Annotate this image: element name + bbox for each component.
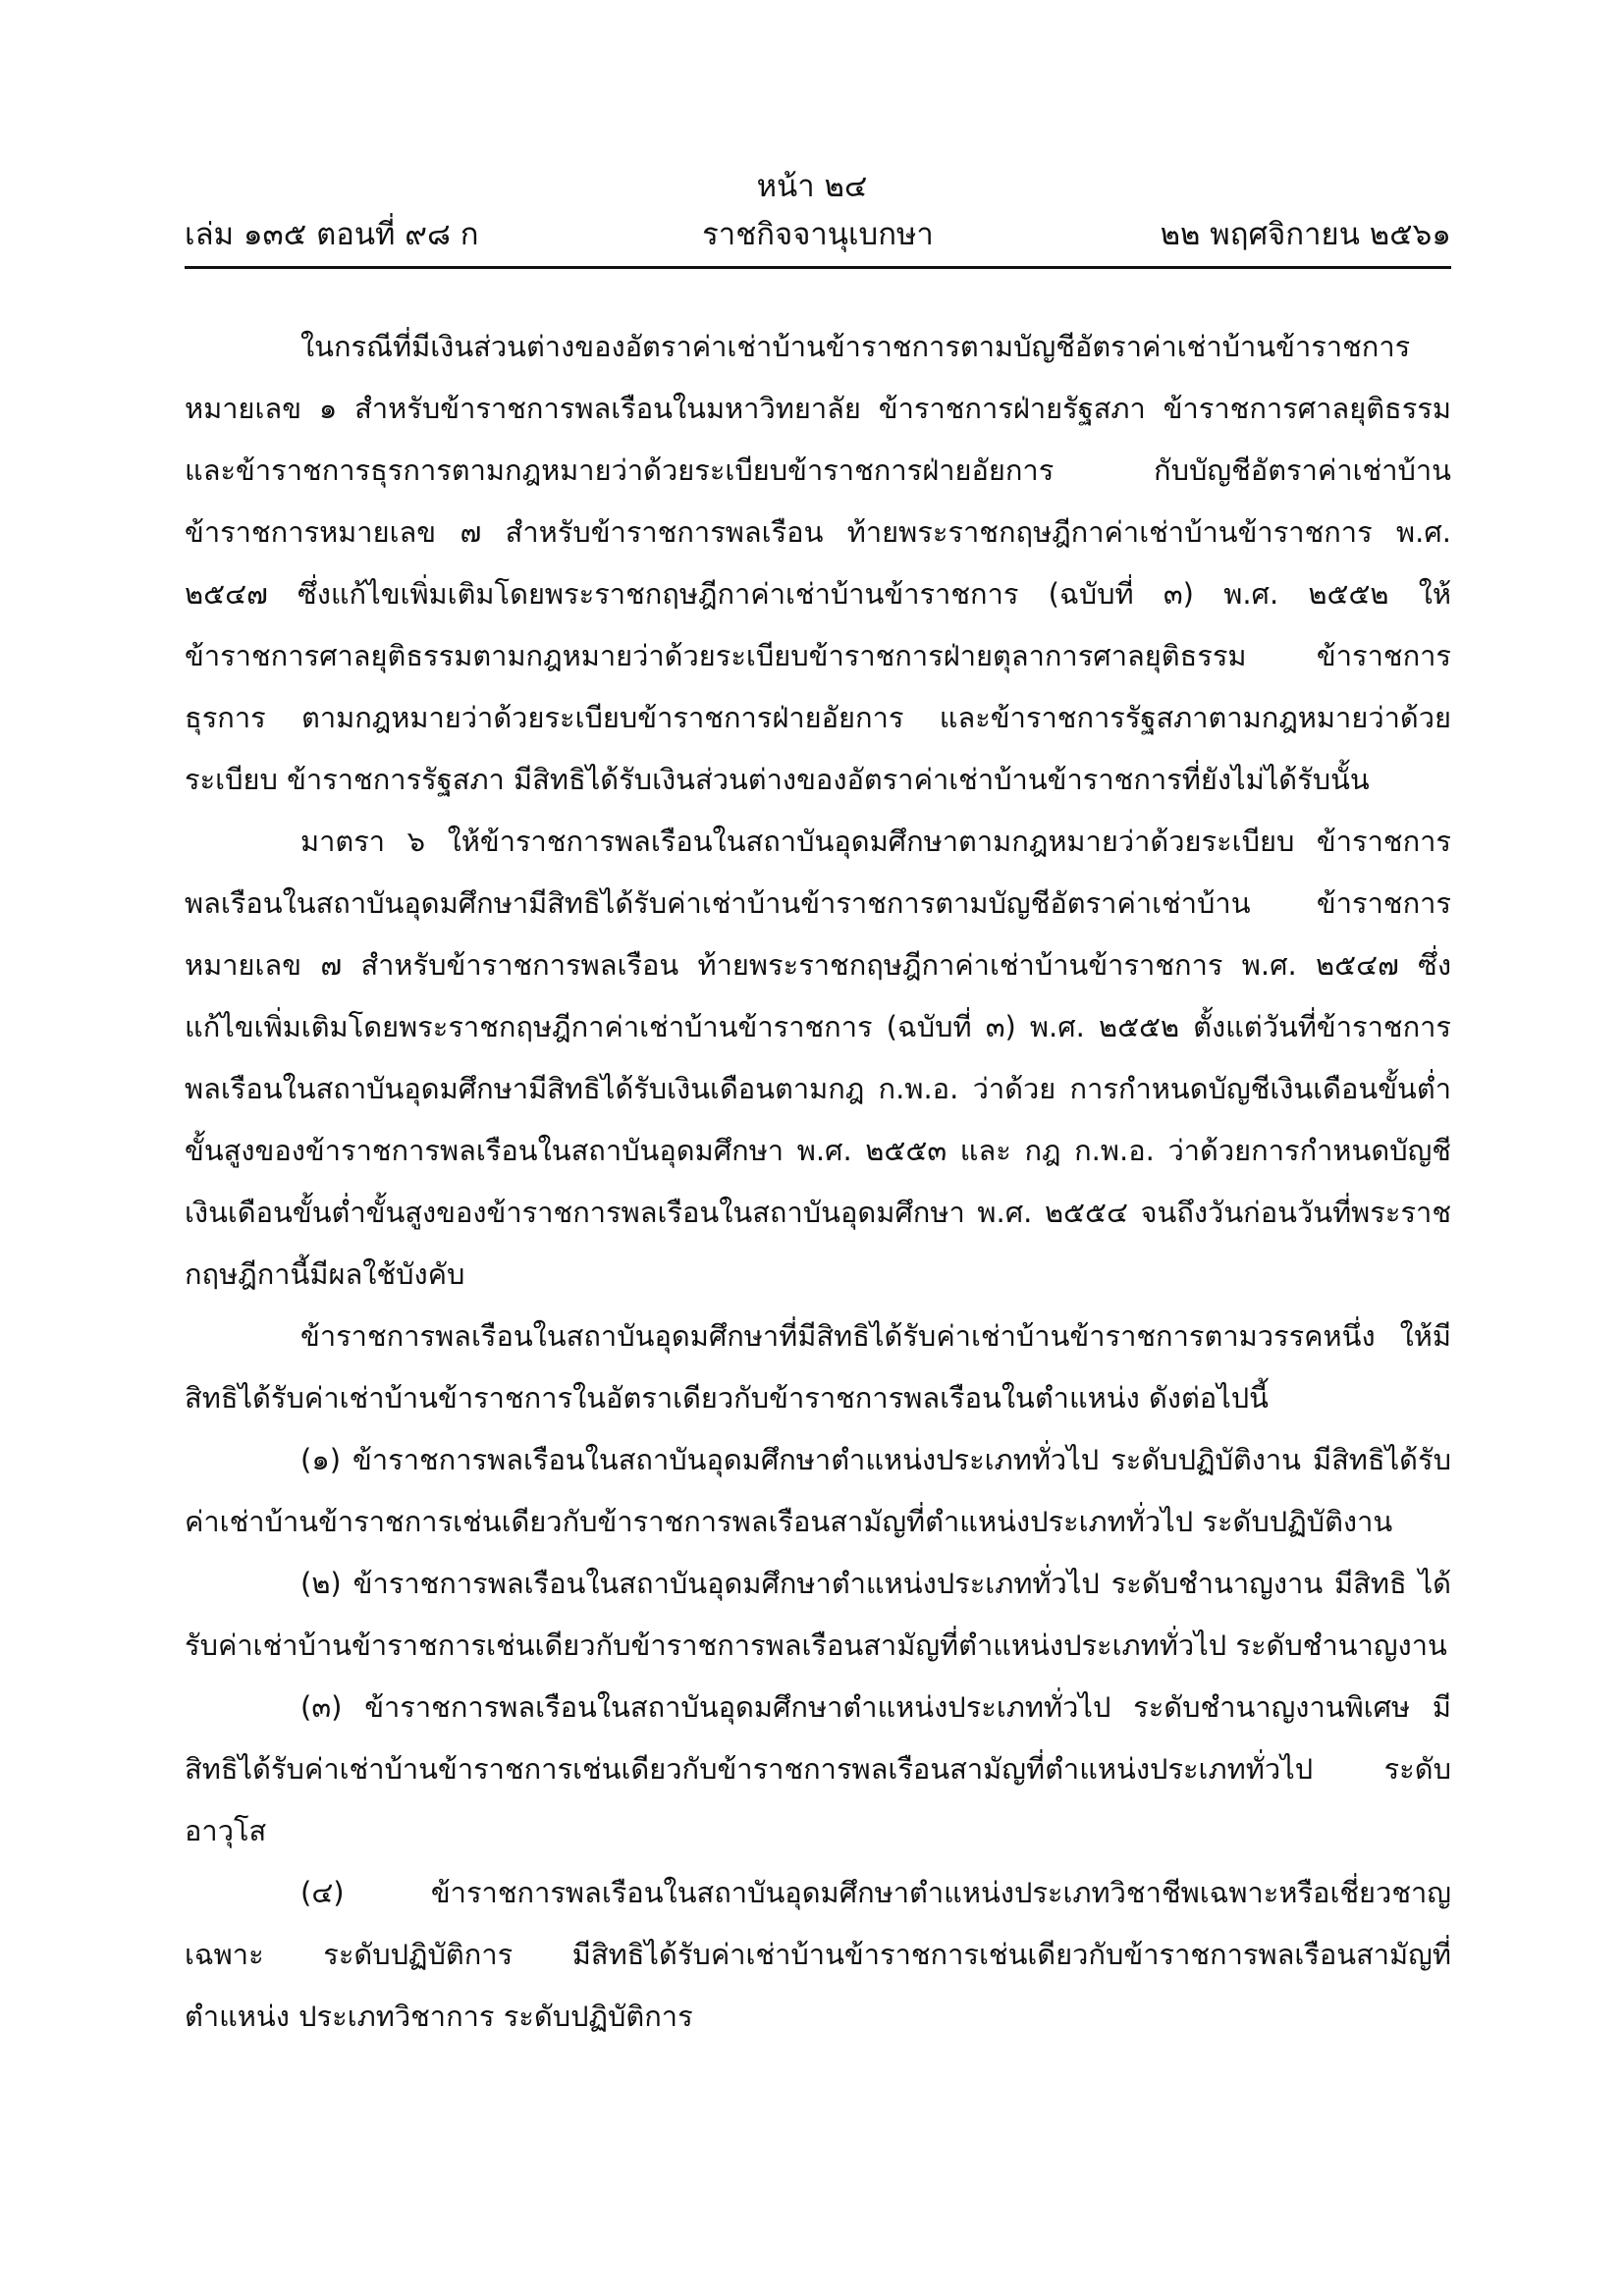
paragraph-section-6: มาตรา ๖ ให้ข้าราชการพลเรือนในสถาบันอุดมศึกษาตามกฎหมายว่าด้วยระเบียบ ข้าราชการพลเรือนในสถาบันอุดมศึกษามีสิทธิได้รับค่าเช่าบ้านข้าราชการตามบัญชีอัตราค่าเช่าบ้าน ข้าราชการหมายเลข ๗ สำหรับข้าราชการพลเรือน ท้ายพระราชกฤษฎีกาค่าเช่าบ้านข้าราชการ พ.ศ. ๒๕๔๗ ซึ่งแก้ไขเพิ่มเติมโดยพระราชกฤษฎีกาค่าเช่าบ้านข้าราชการ (ฉบับที่ ๓) พ.ศ. ๒๕๕๒ ตั้งแต่วันที่ข้าราชการพลเรือนในสถาบันอุดมศึกษามีสิทธิได้รับเงินเดือนตามกฎ ก.พ.อ. ว่าด้วย การกำหนดบัญชีเงินเดือนขั้นต่ำขั้นสูงของข้าราชการพลเรือนในสถาบันอุดมศึกษา พ.ศ. ๒๕๕๓ และ กฎ ก.พ.อ. ว่าด้วยการกำหนดบัญชีเงินเดือนขั้นต่ำขั้นสูงของข้าราชการพลเรือนในสถาบันอุดมศึกษา พ.ศ. ๒๕๕๔ จนถึงวันก่อนวันที่พระราชกฤษฎีกานี้มีผลใช้บังคับ xyxy=(185,825,1451,1291)
header-divider xyxy=(185,266,1451,269)
publication-title: ราชกิจจานุเบกษา xyxy=(702,217,934,252)
list-item-1: (๑) ข้าราชการพลเรือนในสถาบันอุดมศึกษาตำแหน่งประเภททั่วไป ระดับปฏิบัติงาน มีสิทธิได้รับ ค่าเช่าบ้านข้าราชการเช่นเดียวกับข้าราชการพลเรือนสามัญที่ตำแหน่งประเภททั่วไป ระดับปฏิบัติงาน xyxy=(185,1443,1451,1538)
list-item-3: (๓) ข้าราชการพลเรือนในสถาบันอุดมศึกษาตำแหน่งประเภททั่วไป ระดับชำนาญงานพิเศษ มีสิทธิได้รับค่าเช่าบ้านข้าราชการเช่นเดียวกับข้าราชการพลเรือนสามัญที่ตำแหน่งประเภททั่วไป ระดับอาวุโส xyxy=(185,1690,1451,1847)
page-number: หน้า ๒๔ xyxy=(756,169,868,204)
list-item-2: (๒) ข้าราชการพลเรือนในสถาบันอุดมศึกษาตำแหน่งประเภททั่วไป ระดับชำนาญงาน มีสิทธิ ได้รับค่าเช่าบ้านข้าราชการเช่นเดียวกับข้าราชการพลเรือนสามัญที่ตำแหน่งประเภททั่วไป ระดับชำนาญงาน xyxy=(185,1567,1451,1662)
gazette-header xyxy=(185,214,1451,255)
document-body xyxy=(185,316,1451,2048)
publication-date: ๒๒ พฤศจิกายน ๒๕๖๑ xyxy=(1160,217,1451,252)
volume-issue: เล่ม ๑๓๕ ตอนที่ ๙๘ ก xyxy=(185,217,479,252)
list-item-4: (๔) ข้าราชการพลเรือนในสถาบันอุดมศึกษาตำแหน่งประเภทวิชาชีพเฉพาะหรือเชี่ยวชาญเฉพาะ ระดับปฏิบัติการ มีสิทธิได้รับค่าเช่าบ้านข้าราชการเช่นเดียวกับข้าราชการพลเรือนสามัญที่ตำแหน่ง ประเภทวิชาการ ระดับปฏิบัติการ xyxy=(185,1876,1451,2033)
paragraph-rental-difference: ในกรณีที่มีเงินส่วนต่างของอัตราค่าเช่าบ้านข้าราชการตามบัญชีอัตราค่าเช่าบ้านข้าราชการ หมายเลข ๑ สำหรับข้าราชการพลเรือนในมหาวิทยาลัย ข้าราชการฝ่ายรัฐสภา ข้าราชการศาลยุติธรรม และข้าราชการธุรการตามกฎหมายว่าด้วยระเบียบข้าราชการฝ่ายอัยการ กับบัญชีอัตราค่าเช่าบ้าน ข้าราชการหมายเลข ๗ สำหรับข้าราชการพลเรือน ท้ายพระราชกฤษฎีกาค่าเช่าบ้านข้าราชการ พ.ศ. ๒๕๔๗ ซึ่งแก้ไขเพิ่มเติมโดยพระราชกฤษฎีกาค่าเช่าบ้านข้าราชการ (ฉบับที่ ๓) พ.ศ. ๒๕๕๒ ให้ข้าราชการศาลยุติธรรมตามกฎหมายว่าด้วยระเบียบข้าราชการฝ่ายตุลาการศาลยุติธรรม ข้าราชการธุรการ ตามกฎหมายว่าด้วยระเบียบข้าราชการฝ่ายอัยการ และข้าราชการรัฐสภาตามกฎหมายว่าด้วยระเบียบ ข้าราชการรัฐสภา มีสิทธิได้รับเงินส่วนต่างของอัตราค่าเช่าบ้านข้าราชการที่ยังไม่ได้รับนั้น xyxy=(185,330,1451,796)
paragraph-eligibility: ข้าราชการพลเรือนในสถาบันอุดมศึกษาที่มีสิทธิได้รับค่าเช่าบ้านข้าราชการตามวรรคหนึ่ง ให้มีสิทธิได้รับค่าเช่าบ้านข้าราชการในอัตราเดียวกับข้าราชการพลเรือนในตำแหน่ง ดังต่อไปนี้ xyxy=(185,1319,1451,1415)
